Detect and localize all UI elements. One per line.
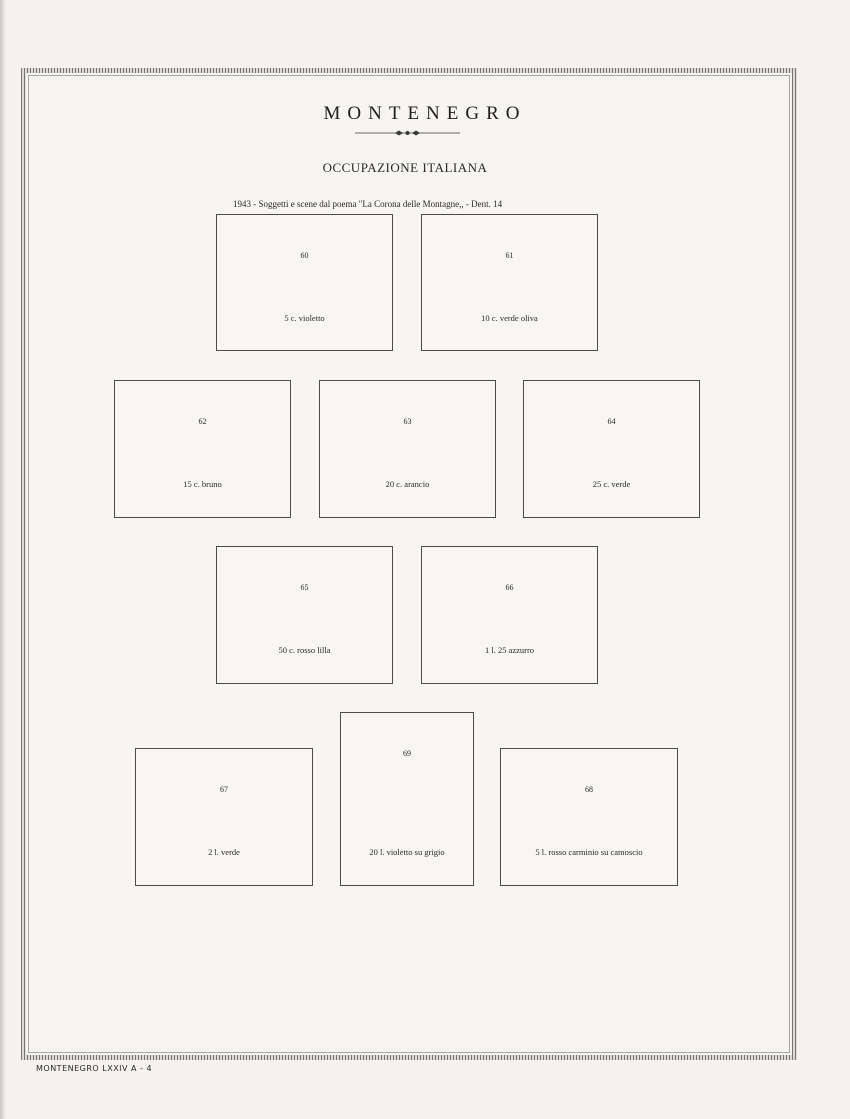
stamp-slot-65 [216, 546, 393, 684]
stamp-slot-68 [500, 748, 678, 886]
stamp-slot-66 [421, 546, 598, 684]
stamp-description: 20 c. arancio [385, 479, 430, 489]
stamp-description: 20 l. violetto su grigio [369, 847, 445, 857]
stamp-slot-62 [114, 380, 291, 518]
page-title: MONTENEGRO [323, 103, 527, 124]
stamp-description: 50 c. rosso lilla [278, 645, 331, 655]
stamp-slot-60 [216, 214, 393, 351]
stamp-number: 67 [220, 785, 228, 794]
stamp-slot-69 [340, 712, 474, 886]
stamp-description: 5 c. violetto [284, 313, 325, 323]
stamp-number: 65 [300, 583, 309, 592]
section-subtitle: OCCUPAZIONE ITALIANA [322, 160, 488, 175]
title-ornament-icon [355, 128, 460, 138]
stamp-slot-67 [135, 748, 313, 886]
stamp-number: 64 [607, 417, 616, 426]
stamp-number: 61 [505, 251, 514, 260]
stamp-slot-64 [523, 380, 700, 518]
page-footer-label: MONTENEGRO LXXIV A - 4 [36, 1064, 153, 1073]
stamp-number: 62 [198, 417, 207, 426]
page-border-frame [21, 68, 797, 1060]
series-caption: 1943 - Soggetti e scene dal poema "La Corona delle Montagne,, - Dent. 14 [233, 199, 503, 209]
stamp-slot-63 [319, 380, 496, 518]
stamp-description: 2 l. verde [208, 847, 240, 857]
stamp-description: 15 c. bruno [183, 479, 222, 489]
stamp-description: 5 l. rosso carminio su camoscio [535, 847, 643, 857]
stamp-number: 60 [300, 251, 309, 260]
stamp-number: 63 [403, 417, 412, 426]
stamp-description: 25 c. verde [592, 479, 631, 489]
stamp-number: 69 [403, 749, 411, 758]
inner-border-line [28, 75, 790, 1053]
stamp-number: 66 [505, 583, 514, 592]
stamp-number: 68 [585, 785, 593, 794]
stamp-description: 1 l. 25 azzurro [484, 645, 535, 655]
stamp-description: 10 c. verde oliva [481, 313, 538, 323]
stamp-slot-61 [421, 214, 598, 351]
